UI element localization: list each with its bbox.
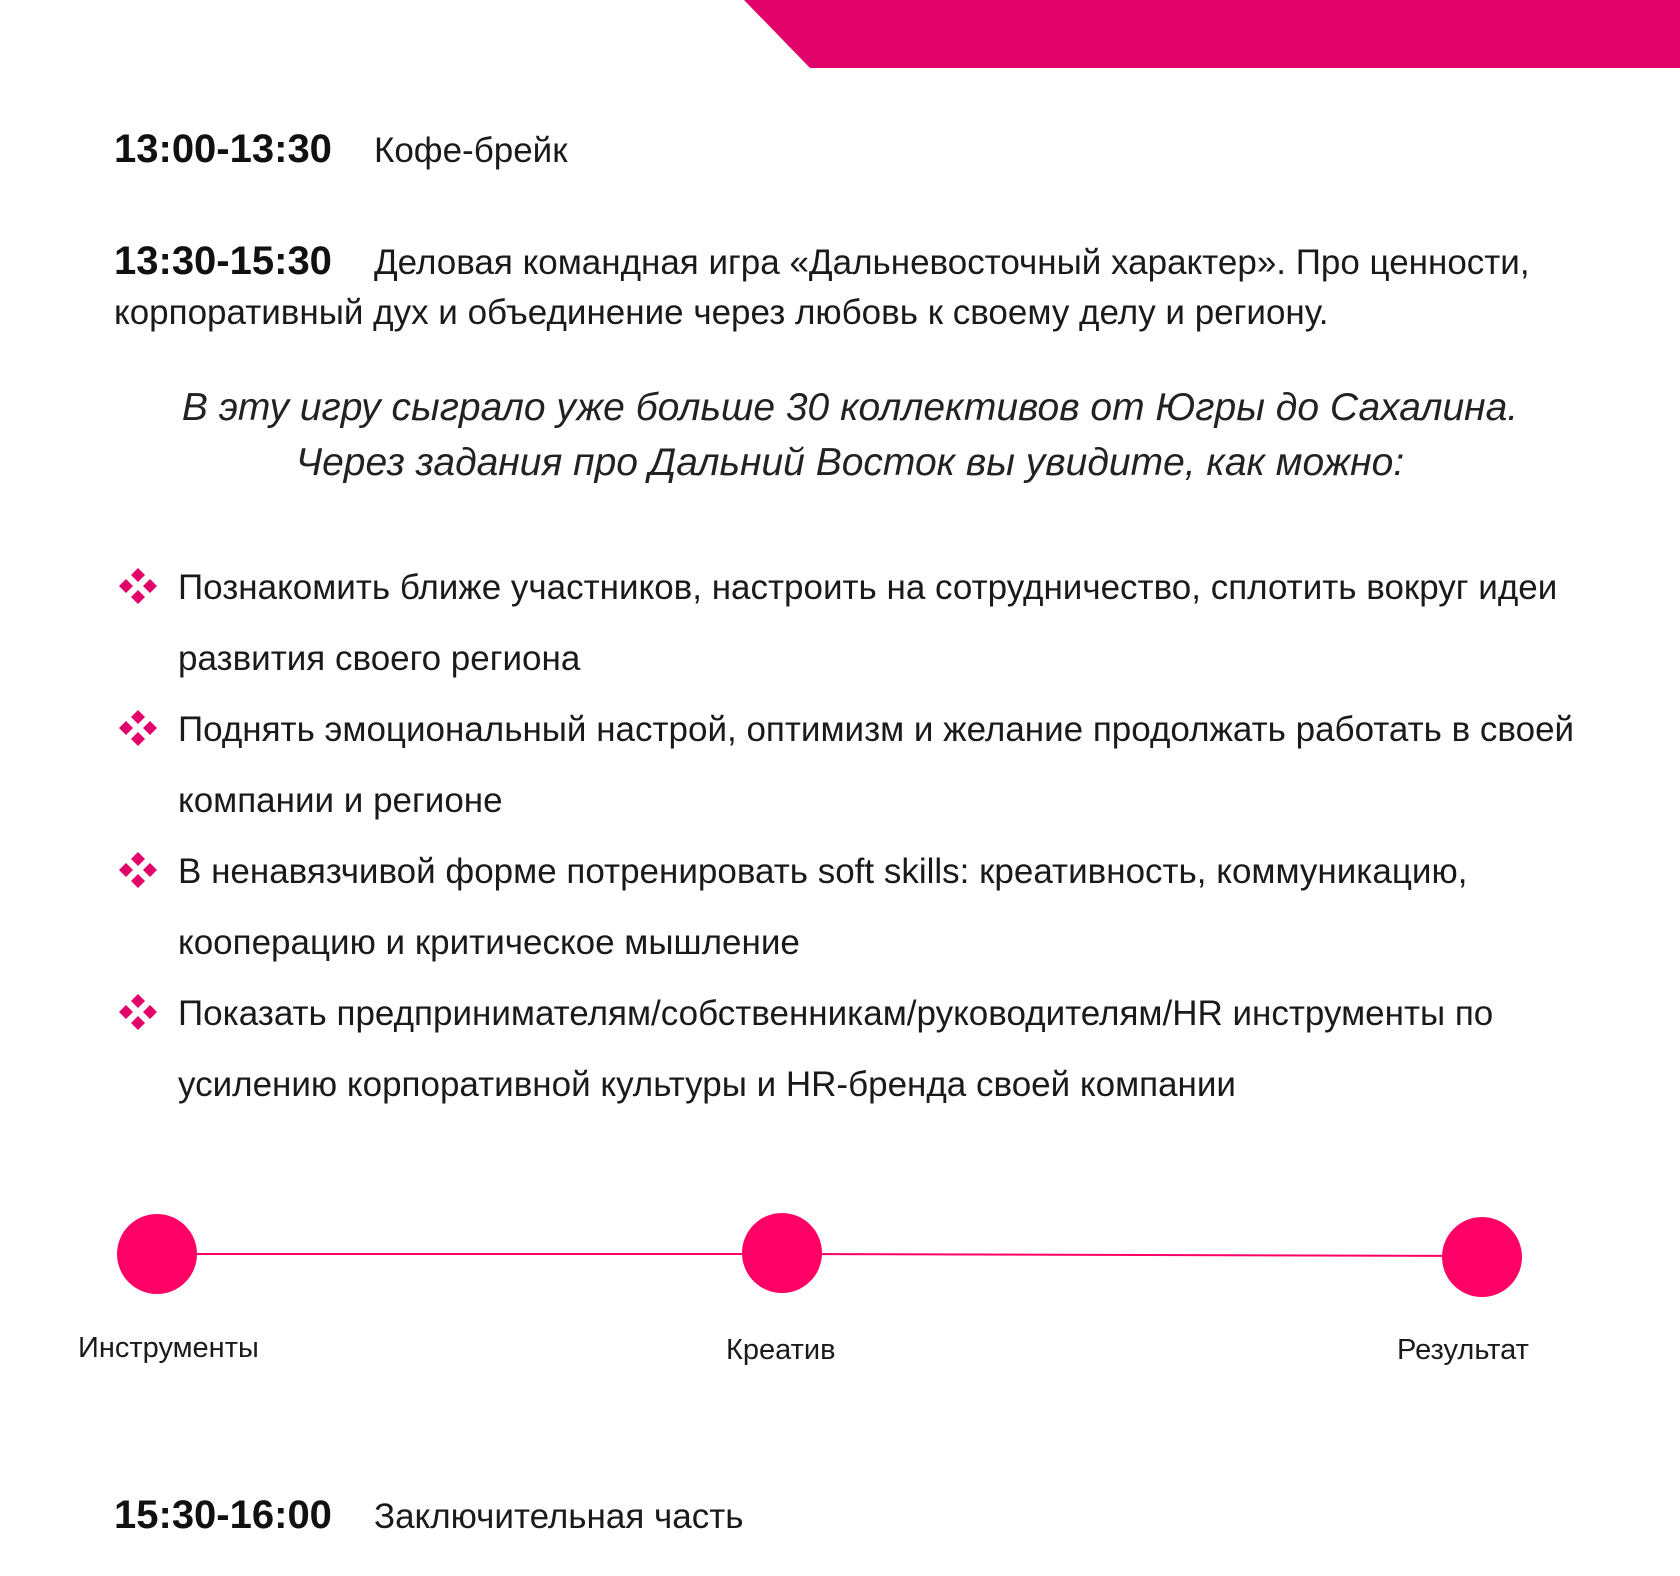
list-item <box>114 978 1648 1120</box>
four-diamond-icon <box>114 992 162 1032</box>
benefits-list <box>114 552 1634 1120</box>
list-item <box>114 836 1648 978</box>
top-banner <box>744 0 1680 68</box>
schedule-time: 13:30-15:30 <box>114 239 332 283</box>
list-item <box>114 694 1648 836</box>
intro-text <box>100 380 1600 490</box>
timeline-graphic <box>0 1200 1680 1320</box>
schedule-time: 13:00-13:30 <box>114 127 332 171</box>
list-item-text: Показать предпринимателям/собственникам/руководителям/HR инструменты по усилению корпоративной культуры и HR-бренда своей компании <box>178 994 1494 1104</box>
four-diamond-icon <box>114 850 162 890</box>
schedule-item-coffee-break <box>114 124 1594 176</box>
timeline-label-result: Результат <box>1397 1334 1529 1366</box>
timeline-dot <box>117 1214 197 1294</box>
four-diamond-icon <box>114 708 162 748</box>
schedule-time: 15:30-16:00 <box>114 1493 332 1537</box>
intro-line-1: В эту игру сыграло уже больше 30 коллективов от Югры до Сахалина. <box>181 386 1519 429</box>
schedule-text: Кофе-брейк <box>373 131 568 170</box>
list-item <box>114 552 1648 694</box>
schedule-text: Заключительная часть <box>373 1497 744 1536</box>
schedule-text: Деловая командная игра «Дальневосточный характер». Про ценности, корпоративный дух и объединение через любовь к своему делу и региону. <box>114 243 1530 332</box>
schedule-item-closing <box>114 1490 1594 1542</box>
timeline-label-tools: Инструменты <box>78 1332 259 1364</box>
timeline-dot <box>1442 1217 1522 1297</box>
four-diamond-icon <box>114 566 162 606</box>
process-timeline <box>0 1200 1680 1400</box>
list-item-text: Поднять эмоциональный настрой, оптимизм и желание продолжать работать в своей компании и регионе <box>178 710 1575 820</box>
list-item-text: Познакомить ближе участников, настроить на сотрудничество, сплотить вокруг идеи развития своего региона <box>178 568 1558 678</box>
timeline-dot <box>742 1213 822 1293</box>
timeline-connector <box>782 1254 1482 1256</box>
timeline-label-creative: Креатив <box>726 1334 836 1366</box>
list-item-text: В ненавязчивой форме потренировать soft skills: креативность, коммуникацию, кооперацию и критическое мышление <box>178 852 1468 962</box>
schedule-item-business-game <box>114 236 1594 338</box>
intro-line-2: Через задания про Дальний Восток вы увидите, как можно: <box>295 441 1405 484</box>
